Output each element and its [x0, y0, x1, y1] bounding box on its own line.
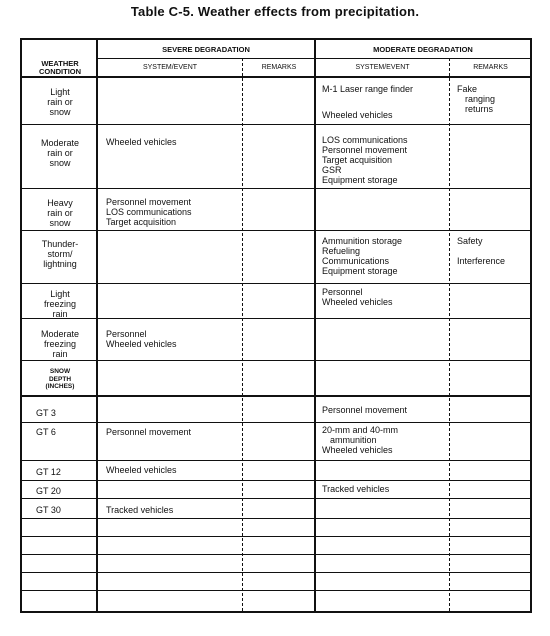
cell-line: Wheeled vehicles — [106, 339, 177, 349]
severe-system-heavy-rain — [106, 197, 192, 227]
cell-line — [322, 94, 413, 104]
col-divider-condition — [96, 40, 98, 611]
cell-line: Wheeled vehicles — [322, 110, 393, 120]
cell-line — [457, 246, 505, 256]
severe-snow-gt6 — [106, 427, 191, 437]
snow-depth-gt20: GT 20 — [36, 486, 61, 496]
cell-line: Personnel movement — [106, 427, 192, 437]
cell-line: Target acquisition — [106, 217, 177, 227]
header-moderate-degradation: MODERATE DEGRADATION — [373, 45, 473, 54]
cell-line: Equipment storage — [322, 175, 398, 185]
cell-line: Personnel — [322, 287, 363, 297]
condition-thunderstorm — [24, 239, 96, 269]
cell-line: Wheeled vehicles — [322, 445, 393, 455]
row-line — [22, 230, 530, 231]
condition-moderate-rain-snow — [24, 138, 96, 168]
condition-line: freezing — [43, 299, 77, 309]
condition-line: rain — [52, 309, 68, 319]
condition-line: Thunder- — [41, 239, 79, 249]
header-subline — [96, 58, 530, 59]
cell-line: LOS communications — [322, 135, 408, 145]
cell-line: Equipment storage — [322, 266, 398, 276]
row-line — [22, 460, 530, 461]
snow-depth-header — [24, 368, 96, 391]
table-title: Table C-5. Weather effects from precipitation. — [130, 4, 420, 19]
cell-line: Personnel movement — [322, 405, 408, 415]
row-line — [22, 554, 530, 555]
cell-line: Personnel movement — [322, 145, 408, 155]
row-line — [22, 480, 530, 481]
cell-line: Safety — [457, 236, 483, 246]
row-line — [22, 498, 530, 499]
cell-line: M-1 Laser range finder — [322, 84, 414, 94]
cell-line: Fake — [457, 84, 478, 94]
header-weather-condition: WEATHER CONDITION — [38, 59, 82, 76]
condition-line: rain — [52, 349, 68, 359]
cell-line: ranging — [465, 94, 496, 104]
header-moderate-system-event: SYSTEM/EVENT — [355, 64, 410, 71]
moderate-snow-gt3 — [322, 405, 407, 415]
cell-line: 20-mm and 40-mm — [322, 425, 399, 435]
cell-line: LOS communications — [106, 207, 192, 217]
moderate-system-moderate-rain — [322, 135, 408, 185]
snow-header-line: (INCHES) — [45, 383, 75, 390]
row-line — [22, 518, 530, 519]
condition-line: lightning — [43, 259, 77, 269]
row-line — [22, 590, 530, 591]
moderate-system-light-rain — [322, 84, 413, 120]
row-line — [22, 422, 530, 423]
condition-light-rain-snow — [24, 87, 96, 117]
col-divider-severe-remarks — [242, 58, 243, 611]
header-severe-system-event: SYSTEM/EVENT — [142, 64, 198, 71]
row-line — [22, 318, 530, 319]
col-divider-moderate-remarks — [449, 58, 450, 611]
cell-line: Wheeled vehicles — [106, 137, 177, 147]
cell-line: Target acquisition — [322, 155, 393, 165]
condition-line: Light — [50, 289, 70, 299]
cell-line: Ammunition storage — [322, 236, 403, 246]
severe-system-moderate-freezing — [106, 329, 177, 349]
snow-header-line: SNOW — [49, 368, 71, 375]
condition-line: freezing — [43, 339, 77, 349]
moderate-snow-gt6 — [322, 425, 398, 455]
snow-depth-gt6: GT 6 — [36, 427, 56, 437]
condition-line: storm/ — [47, 249, 73, 259]
snow-depth-gt30: GT 30 — [36, 505, 61, 515]
row-line — [22, 572, 530, 573]
snow-depth-gt12: GT 12 — [36, 467, 61, 477]
moderate-system-thunderstorm — [322, 236, 402, 276]
row-line — [22, 360, 530, 361]
severe-snow-gt12 — [106, 465, 177, 475]
snow-depth-gt3: GT 3 — [36, 408, 56, 418]
row-line — [22, 283, 530, 284]
cell-line: GSR — [322, 165, 342, 175]
condition-line: snow — [49, 218, 71, 228]
moderate-system-light-freezing — [322, 287, 393, 307]
cell-line: Personnel — [106, 329, 147, 339]
cell-line: Tracked vehicles — [322, 484, 390, 494]
cell-line: Refueling — [322, 246, 361, 256]
condition-line: rain or — [47, 97, 73, 107]
row-line — [22, 536, 530, 537]
cell-line: ammunition — [330, 435, 377, 445]
cell-line: Tracked vehicles — [106, 505, 174, 515]
snow-header-bottom-line — [22, 395, 530, 397]
header-moderate-remarks: REMARKS — [473, 64, 508, 71]
cell-line: Interference — [457, 256, 506, 266]
condition-line: Moderate — [40, 329, 80, 339]
cell-line: Wheeled vehicles — [322, 297, 393, 307]
cell-line: Personnel movement — [106, 197, 192, 207]
header-severe-remarks: REMARKS — [261, 64, 297, 71]
condition-line: snow — [49, 107, 71, 117]
col-divider-severe-moderate — [314, 40, 316, 611]
row-line — [22, 188, 530, 189]
header-bottom-line — [22, 76, 530, 78]
cell-line: Communications — [322, 256, 390, 266]
condition-heavy-rain-snow — [24, 198, 96, 228]
severe-snow-gt30 — [106, 505, 173, 515]
condition-light-freezing-rain — [24, 289, 96, 319]
cell-line: returns — [465, 104, 494, 114]
header-severe-degradation: SEVERE DEGRADATION — [162, 45, 250, 54]
condition-line: Moderate — [40, 138, 80, 148]
moderate-remarks-thunderstorm — [457, 236, 505, 266]
condition-line: rain or — [47, 208, 73, 218]
precipitation-table — [20, 38, 532, 613]
condition-line: Heavy — [47, 198, 73, 208]
condition-line: Light — [50, 87, 70, 97]
severe-system-moderate-rain — [106, 137, 177, 147]
condition-line: rain or — [47, 148, 73, 158]
moderate-remarks-light-rain — [457, 84, 495, 114]
snow-header-line: DEPTH — [48, 375, 72, 383]
condition-moderate-freezing-rain — [24, 329, 96, 359]
moderate-snow-gt20 — [322, 484, 389, 494]
row-line — [22, 124, 530, 125]
condition-line: snow — [49, 158, 71, 168]
cell-line: Wheeled vehicles — [106, 465, 177, 475]
